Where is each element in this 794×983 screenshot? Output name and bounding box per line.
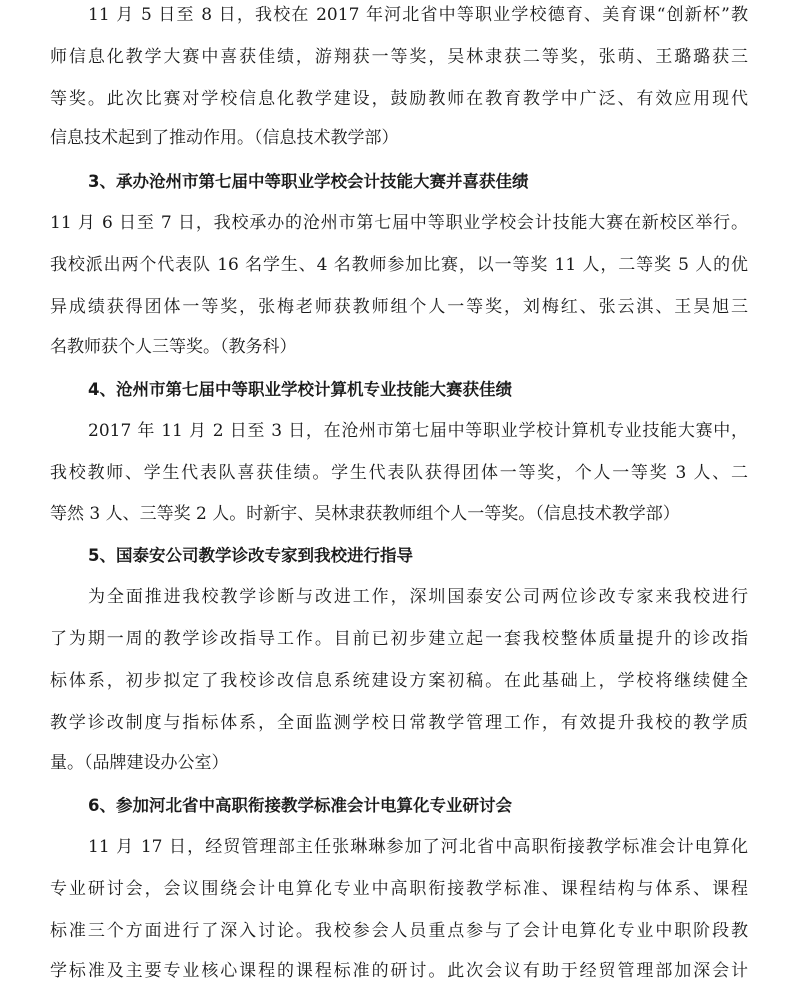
section-heading-6: 6、参加河北省中高职衔接教学标准会计电算化专业研讨会 [88, 796, 512, 815]
paragraph-line: 2017 年 11 月 2 日至 3 日，在沧州市第七届中等职业学校计算机专业技能大赛中， [88, 421, 748, 441]
paragraph-line: 我校教师、学生代表队喜获佳绩。学生代表队获得团体一等奖，个人一等奖 3 人、二 [50, 463, 748, 483]
paragraph-line: 量。（品牌建设办公室） [50, 753, 229, 773]
paragraph-line: 标体系，初步拟定了我校诊改信息系统建设方案初稿。在此基础上，学校将继续健全 [50, 671, 748, 691]
paragraph-line: 标准三个方面进行了深入讨论。我校参会人员重点参与了会计电算化专业中职阶段教 [50, 921, 748, 941]
paragraph-line: 等然 3 人、三等奖 2 人。时新宇、吴林隶获教师组个人一等奖。（信息技术教学部） [50, 504, 680, 524]
paragraph-line: 名教师获个人三等奖。（教务科） [50, 337, 297, 357]
paragraph-line: 信息技术起到了推动作用。（信息技术教学部） [50, 128, 399, 148]
paragraph-line: 我校派出两个代表队 16 名学生、4 名教师参加比赛，以一等奖 11 人，二等奖 5 人的优 [50, 255, 748, 275]
paragraph-line: 等奖。此次比赛对学校信息化教学建设，鼓励教师在教育教学中广泛、有效应用现代 [50, 89, 748, 109]
paragraph-line: 了为期一周的教学诊改指导工作。目前已初步建立起一套我校整体质量提升的诊改指 [50, 629, 748, 649]
paragraph-line: 教学诊改制度与指标体系，全面监测学校日常教学管理工作，有效提升我校的教学质 [50, 713, 748, 733]
paragraph-line: 专业研讨会，会议围绕会计电算化专业中高职衔接教学标准、课程结构与体系、课程 [50, 879, 748, 899]
paragraph-line: 11 月 17 日，经贸管理部主任张琳琳参加了河北省中高职衔接教学标准会计电算化 [88, 837, 748, 857]
paragraph-line: 为全面推进我校教学诊断与改进工作，深圳国泰安公司两位诊改专家来我校进行 [88, 587, 748, 607]
paragraph-line: 异成绩获得团体一等奖，张梅老师获教师组个人一等奖，刘梅红、张云淇、王昊旭三 [50, 297, 748, 317]
section-heading-3: 3、承办沧州市第七届中等职业学校会计技能大赛并喜获佳绩 [88, 172, 529, 191]
section-heading-4: 4、沧州市第七届中等职业学校计算机专业技能大赛获佳绩 [88, 380, 512, 399]
section-heading-5: 5、国泰安公司教学诊改专家到我校进行指导 [88, 546, 413, 565]
paragraph-line: 11 月 5 日至 8 日，我校在 2017 年河北省中等职业学校德育、美育课“创新杯”教 [88, 5, 748, 25]
paragraph-line: 学标准及主要专业核心课程的课程标准的研讨。此次会议有助于经贸管理部加深会计 [50, 961, 748, 981]
paragraph-line: 11 月 6 日至 7 日，我校承办的沧州市第七届中等职业学校会计技能大赛在新校区举行。 [50, 213, 748, 233]
paragraph-line: 师信息化教学大赛中喜获佳绩，游翔获一等奖，吴林隶获二等奖，张萌、王璐璐获三 [50, 47, 748, 67]
